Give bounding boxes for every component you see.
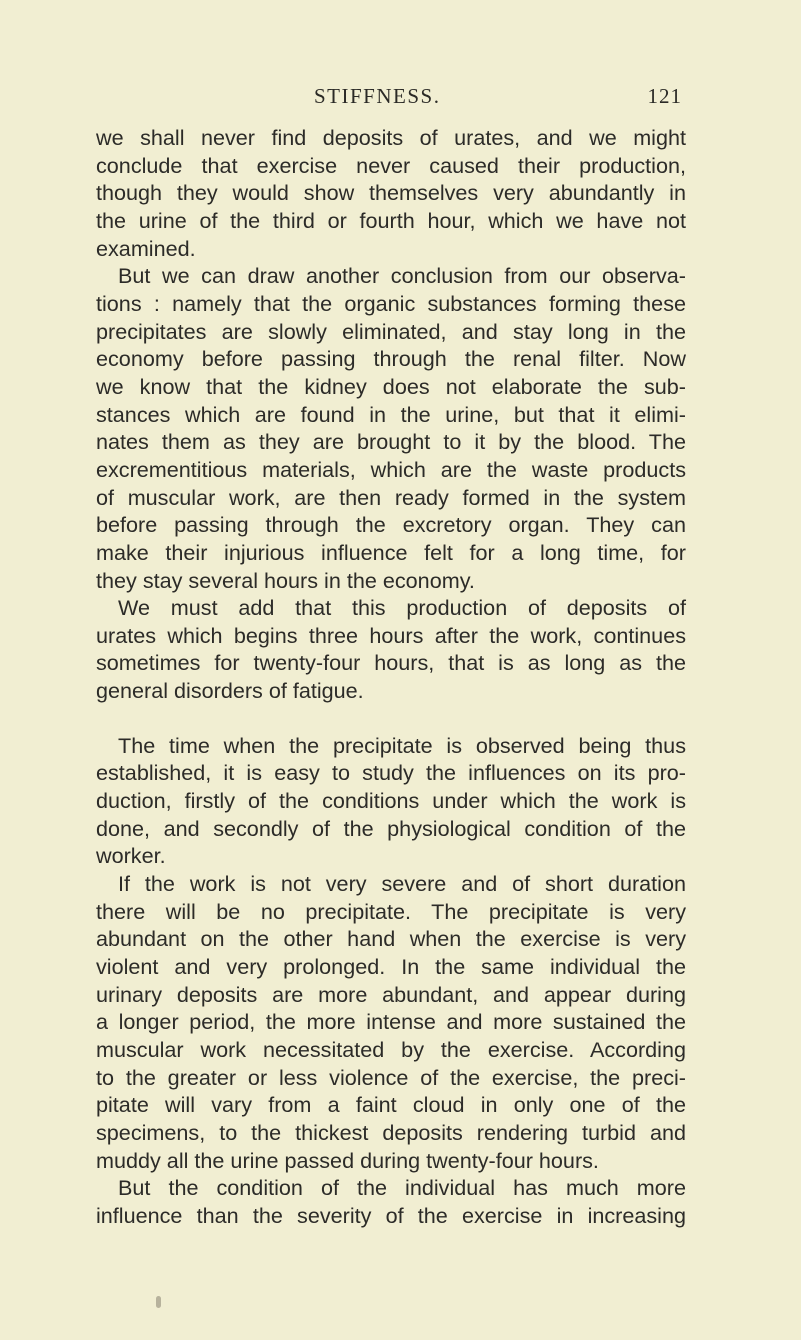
text-line: the urine of the third or fourth hour, which we have not	[96, 207, 686, 233]
text-line: precipitates are slowly eliminated, and stay long in the	[96, 318, 686, 344]
running-title: STIFFNESS.	[314, 84, 441, 108]
text-line: influence than the severity of the exercise in increasing	[96, 1202, 686, 1228]
text-line: worker.	[96, 843, 166, 869]
text-line: But the condition of the individual has much more	[118, 1175, 686, 1201]
text-line: before passing through the excretory organ. They can	[96, 512, 686, 538]
text-line: done, and secondly of the physiological condition of the	[96, 815, 686, 841]
text-line: urates which begins three hours after the work, continues	[96, 622, 686, 648]
page-number: 121	[647, 84, 682, 108]
text-line: economy before passing through the renal filter. Now	[96, 346, 686, 372]
text-line: examined.	[96, 235, 196, 261]
text-line: sometimes for twenty-four hours, that is as long as the	[96, 650, 686, 676]
paragraph-gap	[96, 705, 686, 732]
text-line: established, it is easy to study the influences on its pro-	[96, 760, 686, 786]
text-line: a longer period, the more intense and more sustained the	[96, 1009, 686, 1035]
text-line: we shall never find deposits of urates, and we might	[96, 125, 686, 150]
text-line: abundant on the other hand when the exercise is very	[96, 926, 686, 952]
text-line: We must add that this production of deposits of	[118, 595, 686, 621]
text-line: of muscular work, are then ready formed in the system	[96, 484, 686, 510]
text-line: If the work is not very severe and of short duration	[118, 871, 686, 897]
text-line: muddy all the urine passed during twenty-four hours.	[96, 1147, 599, 1173]
text-line: they stay several hours in the economy.	[96, 567, 475, 593]
text-line: though they would show themselves very abundantly in	[96, 180, 686, 206]
text-line: there will be no precipitate. The precipitate is very	[96, 898, 686, 924]
text-line: duction, firstly of the conditions under which the work is	[96, 788, 686, 814]
text-line: excrementitious materials, which are the waste products	[96, 456, 686, 482]
text-line: But we can draw another conclusion from our observa-	[118, 263, 686, 289]
page-header	[96, 84, 682, 112]
text-line: we know that the kidney does not elaborate the sub-	[96, 373, 686, 399]
text-line: to the greater or less violence of the exercise, the preci-	[96, 1064, 686, 1090]
text-line: general disorders of fatigue.	[96, 678, 364, 704]
text-line: The time when the precipitate is observed being thus	[118, 732, 686, 758]
text-line: pitate will vary from a faint cloud in only one of the	[96, 1092, 686, 1118]
body-text	[96, 124, 686, 1230]
text-line: urinary deposits are more abundant, and appear during	[96, 981, 686, 1007]
text-line: nates them as they are brought to it by the blood. The	[96, 429, 686, 455]
text-line: violent and very prolonged. In the same individual the	[96, 954, 686, 980]
text-line: conclude that exercise never caused their production,	[96, 152, 686, 178]
text-line: specimens, to the thickest deposits rendering turbid and	[96, 1119, 686, 1145]
text-line: stances which are found in the urine, but that it elimi-	[96, 401, 686, 427]
text-line: tions : namely that the organic substances forming these	[96, 290, 686, 316]
text-line: muscular work necessitated by the exercise. According	[96, 1037, 686, 1062]
text-line: make their injurious influence felt for a long time, for	[96, 539, 686, 565]
paper-speck	[156, 1296, 161, 1308]
